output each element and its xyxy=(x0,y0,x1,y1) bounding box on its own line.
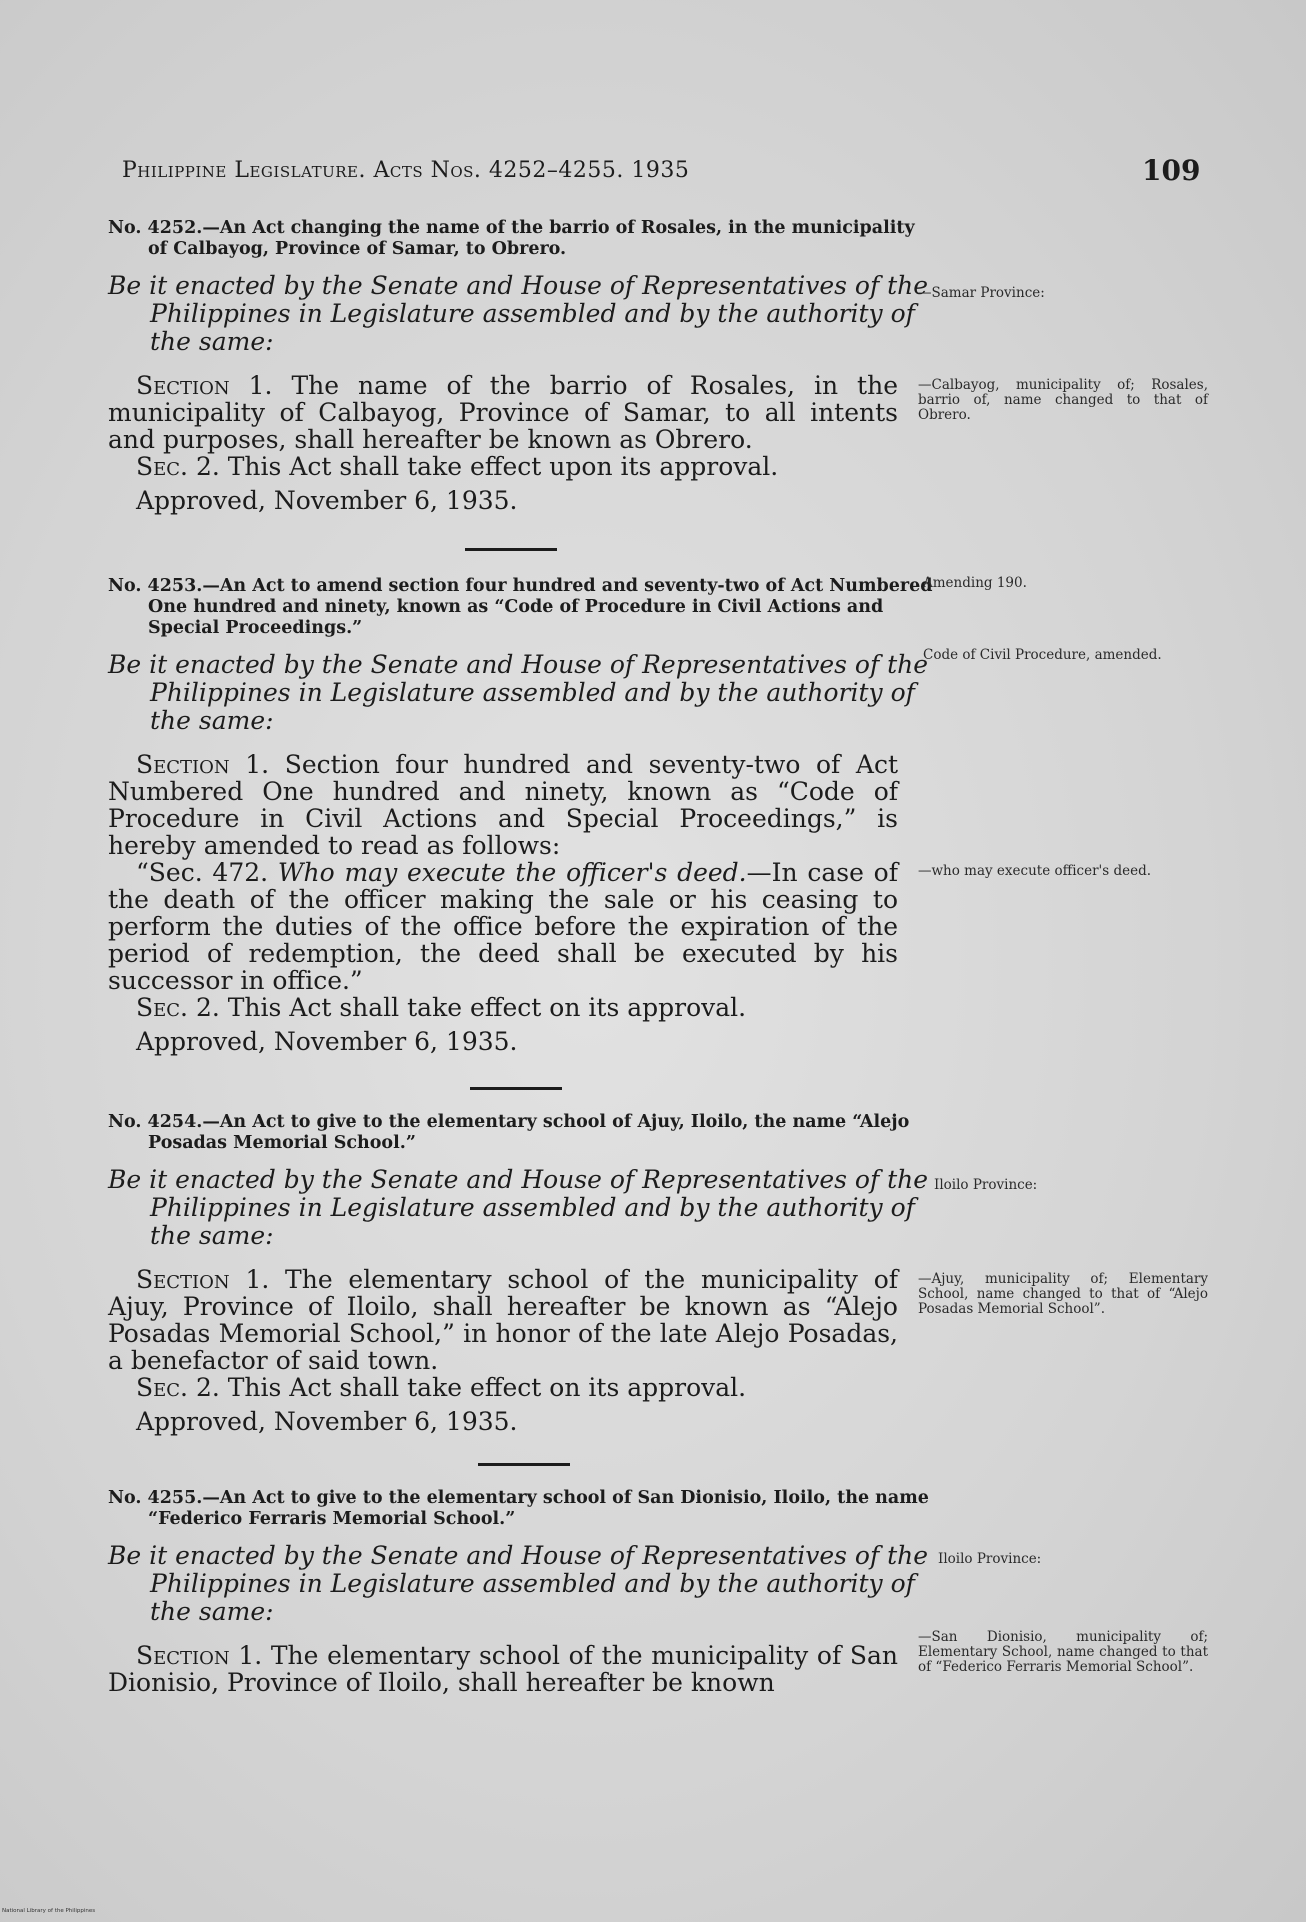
margin-note: —who may execute officer's deed. xyxy=(918,863,1152,879)
section-2 xyxy=(108,453,898,480)
margin-note: —Samar Province: xyxy=(918,285,1045,301)
approval-date: Approved, November 6, 1935. xyxy=(136,486,518,515)
act-4252 xyxy=(108,218,1208,516)
section-text: 2. This Act shall take effect on its approval. xyxy=(188,993,747,1022)
quoted-section-text: —In case of the death of the officer making the sale or his ceasing to perform the duties of the office before the expiration of the period of redemption, the deed shall be executed by his successor in office.” xyxy=(108,858,898,995)
act-4255 xyxy=(108,1488,1208,1696)
section-2 xyxy=(108,1374,898,1401)
section-divider xyxy=(478,1463,570,1466)
section-text: 1. The elementary school of the municipality of Ajuy, Province of Iloilo, shall hereafter be known as “Alejo Posadas Memorial School,” in honor of the late Alejo Posadas, a benefactor of said town. xyxy=(108,1265,898,1375)
margin-note: Amending 190. xyxy=(923,575,1027,591)
quoted-section-lead: “Sec. 472. xyxy=(136,858,278,887)
act-heading: No. 4253.—An Act to amend section four hundred and seventy-two of Act Numbered One hundred and ninety, known as “Code of Procedure in Civil Actions and Special Proceedings.” xyxy=(108,576,933,638)
section-2 xyxy=(108,994,898,1021)
margin-note: Code of Civil Procedure, amended. xyxy=(923,647,1162,663)
section-text: 1. The name of the barrio of Rosales, in the municipality of Calbayog, Province of Samar, to all intents and purposes, shall hereafter be known as Obrero. xyxy=(108,371,898,454)
section-1 xyxy=(108,1642,898,1696)
quoted-section-title: Who may execute the officer's deed. xyxy=(277,858,747,887)
margin-note: Iloilo Province: xyxy=(938,1551,1042,1567)
section-1 xyxy=(108,372,898,453)
section-divider xyxy=(470,1087,562,1090)
margin-note: —Ajuy, municipality of; Elementary School, name changed to that of “Alejo Posadas Memorial School”. xyxy=(918,1271,1208,1317)
section-text: 2. This Act shall take effect on its approval. xyxy=(188,1373,747,1402)
margin-note: Iloilo Province: xyxy=(934,1177,1038,1193)
act-heading: No. 4254.—An Act to give to the elementary school of Ajuy, Iloilo, the name “Alejo Posadas Memorial School.” xyxy=(108,1112,910,1153)
section-lead: Sec. xyxy=(136,993,188,1022)
running-head xyxy=(122,158,1192,183)
running-head-text: Philippine Legislature. Acts Nos. 4252–4255. 1935 xyxy=(122,158,690,183)
section-lead: Sec. xyxy=(136,1373,188,1402)
margin-note: —San Dionisio, municipality of; Elementary School, name changed to that of “Federico Ferraris Memorial School”. xyxy=(918,1629,1208,1675)
margin-note: —Calbayog, municipality of; Rosales, barrio of, name changed to that of Obrero. xyxy=(918,377,1208,423)
section-divider xyxy=(465,548,557,551)
enacting-clause: Be it enacted by the Senate and House of Representatives of the Philippines in Legislature assembled and by the authority of the same: xyxy=(108,1541,929,1626)
section-text: 2. This Act shall take effect upon its approval. xyxy=(188,452,779,481)
approval-date: Approved, November 6, 1935. xyxy=(136,1407,518,1436)
act-4253 xyxy=(108,576,1208,1057)
enacting-clause: Be it enacted by the Senate and House of Representatives of the Philippines in Legislature assembled and by the authority of the same: xyxy=(108,1165,929,1250)
act-heading: No. 4252.—An Act changing the name of the barrio of Rosales, in the municipality of Calbayog, Province of Samar, to Obrero. xyxy=(108,218,915,259)
act-heading: No. 4255.—An Act to give to the elementary school of San Dionisio, Iloilo, the name “Federico Ferraris Memorial School.” xyxy=(108,1488,929,1529)
section-lead: Sec. xyxy=(136,452,188,481)
section-lead: Section xyxy=(136,371,230,400)
enacting-clause: Be it enacted by the Senate and House of Representatives of the Philippines in Legislature assembled and by the authority of the same: xyxy=(108,650,929,735)
section-lead: Section xyxy=(136,750,230,779)
section-lead: Section xyxy=(136,1265,230,1294)
act-4254 xyxy=(108,1112,1208,1437)
quoted-amendment xyxy=(108,859,898,994)
footer-credit: National Library of the Philippines xyxy=(2,1908,96,1914)
page-number: 109 xyxy=(1142,154,1201,187)
enacting-clause: Be it enacted by the Senate and House of Representatives of the Philippines in Legislature assembled and by the authority of the same: xyxy=(108,271,929,356)
section-text: 1. The elementary school of the municipality of San Dionisio, Province of Iloilo, shall hereafter be known xyxy=(108,1641,898,1697)
section-lead: Section xyxy=(136,1641,230,1670)
approval-date: Approved, November 6, 1935. xyxy=(136,1027,518,1056)
section-1 xyxy=(108,1266,898,1374)
section-1 xyxy=(108,751,898,859)
section-text: 1. Section four hundred and seventy-two of Act Numbered One hundred and ninety, known as “Code of Procedure in Civil Actions and Special Proceedings,” is hereby amended to read as follows: xyxy=(108,750,898,860)
